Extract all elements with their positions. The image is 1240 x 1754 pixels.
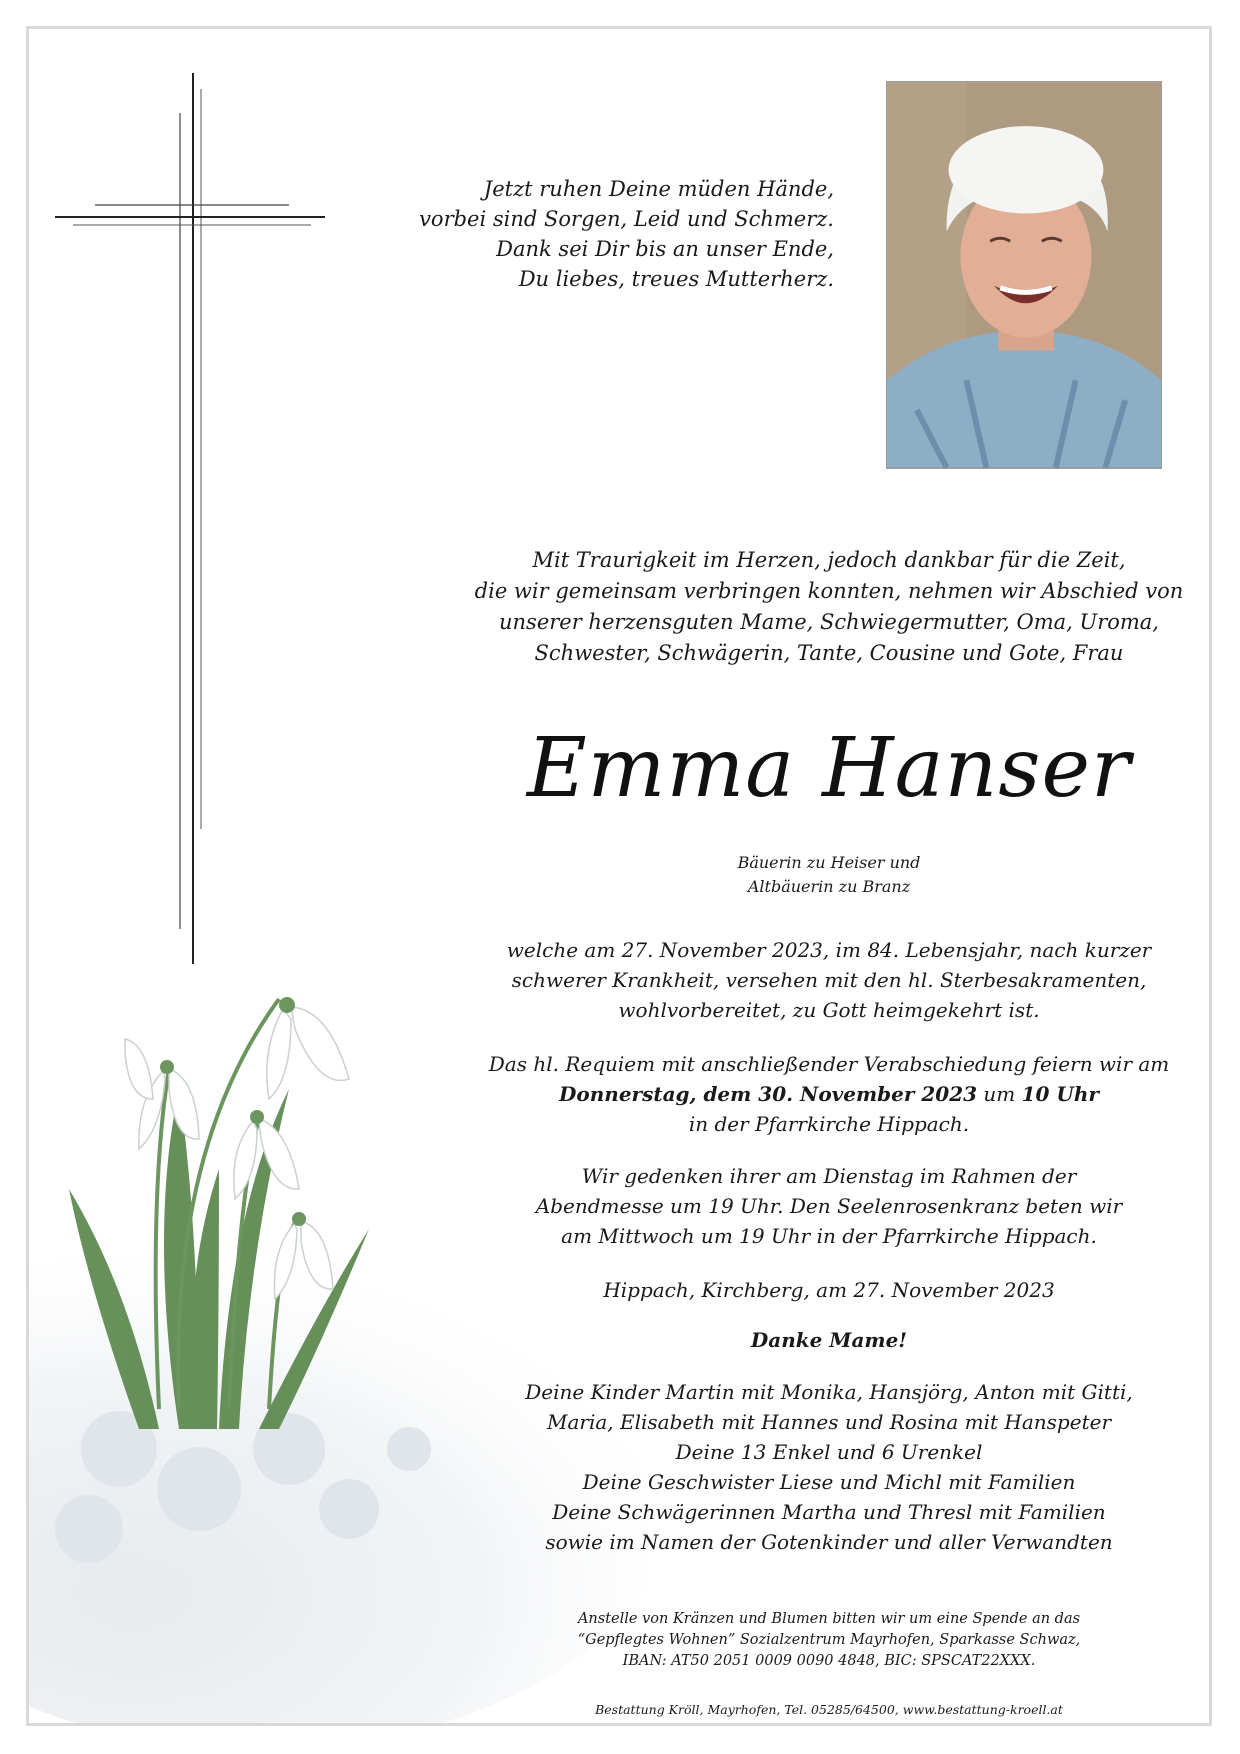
requiem-time: 10 Uhr bbox=[1021, 1082, 1099, 1106]
portrait-image bbox=[887, 82, 1161, 468]
family-line: Maria, Elisabeth mit Hannes und Rosina mit Hanspeter bbox=[546, 1410, 1111, 1434]
poem-line: Dank sei Dir bis an unser Ende, bbox=[496, 237, 834, 261]
subtitle-line: Altbäuerin zu Branz bbox=[747, 877, 911, 896]
intro-line: die wir gemeinsam verbringen konnten, nehmen wir Abschied von bbox=[474, 579, 1184, 603]
requiem-um: um bbox=[977, 1082, 1022, 1106]
family-line: Deine Schwägerinnen Martha und Thresl mit Familien bbox=[552, 1500, 1106, 1524]
donation-line: Anstelle von Kränzen und Blumen bitten wir um eine Spende an das bbox=[577, 1611, 1081, 1627]
memorial-line: Wir gedenken ihrer am Dienstag im Rahmen der bbox=[581, 1164, 1077, 1188]
family-line: Deine Kinder Martin mit Monika, Hansjörg, Anton mit Gitti, bbox=[525, 1380, 1133, 1404]
donation-note bbox=[449, 1609, 1209, 1672]
deceased-subtitle bbox=[449, 851, 1209, 899]
memorial-line: am Mittwoch um 19 Uhr in der Pfarrkirche Hippach. bbox=[561, 1224, 1097, 1248]
family-line: sowie im Namen der Gotenkinder und aller Verwandten bbox=[545, 1530, 1113, 1554]
subtitle-line: Bäuerin zu Heiser und bbox=[737, 853, 921, 872]
memorial-notice bbox=[449, 1161, 1209, 1251]
poem-line: vorbei sind Sorgen, Leid und Schmerz. bbox=[419, 207, 834, 231]
poem-line: Jetzt ruhen Deine müden Hände, bbox=[483, 177, 834, 201]
death-notice-line: wohlvorbereitet, zu Gott heimgekehrt ist. bbox=[618, 998, 1040, 1022]
death-notice bbox=[449, 935, 1209, 1025]
requiem-date-line bbox=[449, 1079, 1209, 1109]
memorial-line: Abendmesse um 19 Uhr. Den Seelenrosenkranz beten wir bbox=[535, 1194, 1123, 1218]
portrait-photo bbox=[886, 81, 1162, 469]
place-date: Hippach, Kirchberg, am 27. November 2023 bbox=[603, 1278, 1055, 1302]
family-line: Deine 13 Enkel und 6 Urenkel bbox=[675, 1440, 983, 1464]
requiem-date: Donnerstag, dem 30. November 2023 bbox=[559, 1082, 978, 1106]
family-list bbox=[449, 1377, 1209, 1557]
funeral-home-footer: Bestattung Kröll, Mayrhofen, Tel. 05285/64500, www.bestattung-kroell.at bbox=[595, 1702, 1063, 1717]
intro-line: unserer herzensguten Mame, Schwiegermutter, Oma, Uroma, bbox=[499, 610, 1159, 634]
donation-line: IBAN: AT50 2051 0009 0090 4848, BIC: SPSCAT22XXX. bbox=[622, 1653, 1036, 1669]
poem-line: Du liebes, treues Mutterherz. bbox=[518, 267, 834, 291]
requiem-notice bbox=[449, 1049, 1209, 1139]
donation-line: “Gepflegtes Wohnen” Sozialzentrum Mayrhofen, Sparkasse Schwaz, bbox=[577, 1632, 1081, 1648]
requiem-line: Das hl. Requiem mit anschließender Verabschiedung feiern wir am bbox=[488, 1052, 1170, 1076]
intro-text bbox=[449, 545, 1209, 669]
intro-line: Schwester, Schwägerin, Tante, Cousine und Gote, Frau bbox=[534, 641, 1124, 665]
family-line: Deine Geschwister Liese und Michl mit Familien bbox=[582, 1470, 1076, 1494]
obituary-card bbox=[26, 26, 1212, 1726]
requiem-line: in der Pfarrkirche Hippach. bbox=[688, 1112, 970, 1136]
deceased-name: Emma Hanser bbox=[526, 721, 1132, 816]
thanks-line: Danke Mame! bbox=[750, 1328, 908, 1352]
death-notice-line: schwerer Krankheit, versehen mit den hl. Sterbesakramenten, bbox=[511, 968, 1147, 992]
intro-line: Mit Traurigkeit im Herzen, jedoch dankbar für die Zeit, bbox=[532, 548, 1126, 572]
poem bbox=[234, 174, 834, 294]
death-notice-line: welche am 27. November 2023, im 84. Lebensjahr, nach kurzer bbox=[506, 938, 1152, 962]
